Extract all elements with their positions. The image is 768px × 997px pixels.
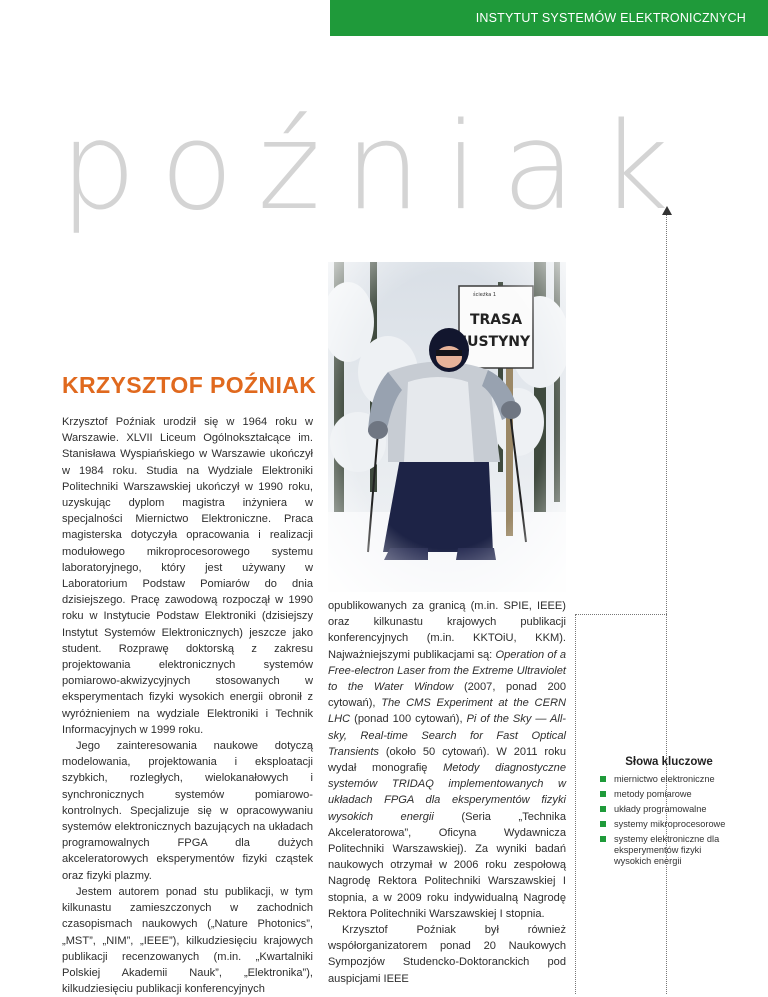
keyword-item bbox=[600, 774, 738, 785]
dotted-guide-horizontal bbox=[575, 614, 667, 615]
keyword-item bbox=[600, 834, 738, 867]
publication-title: The CMS Experiment at the CERN LHC bbox=[328, 697, 566, 726]
square-bullet-icon bbox=[600, 821, 606, 827]
keyword-label: metody pomiarowe bbox=[614, 789, 692, 799]
portrait-photo bbox=[328, 262, 566, 592]
author-name-heading: KRZYSZTOF POŹNIAK bbox=[62, 372, 317, 398]
text-run: (ponad 100 cytowań), bbox=[350, 713, 467, 726]
publication-title: Pi of the Sky — All-sky, Real-time Search for Fast Optical Transients bbox=[328, 713, 567, 758]
text-run: (około 50 cytowań). W 2011 roku wydał monografię bbox=[328, 745, 566, 775]
bio-paragraph-1: Krzysztof Poźniak urodził się w 1964 roku w Warszawie. XLVII Liceum Ogólnokształcące im. Stanisława Wyspiańskiego w Warszawie ukończył w 1984 roku. Studia na Wydziale Elektroniki Politechniki Warszawskiej ukończył w 1990 roku, uzyskując dyplom magistra inżyniera w specjalności Miernictwo Elektroniczne. Praca magisterska dotyczyła opracowania i realizacji modułowego mikroprocesorowego systemu laboratoryjnego, który jest używany w Laboratorium Podstaw Pomiarów do dnia dzisiejszego. Pracę zawodową rozpoczął w 1990 roku w Instytucie Podstaw Elektroniki (dzisiejszy Instytut Systemów Elektronicznych) jeszcze jako student. Rozprawę doktorską z zakresu projektowania elektronicznych systemów pomiarowo-akwizycyjnych stosowanych w eksperymentach fizyki wysokich energii obronił z wyróżnieniem na wydziale Elektroniki i Technik Informacyjnych w 1999 roku. bbox=[62, 416, 313, 736]
surname-banner: poźniak bbox=[60, 98, 693, 237]
section-label: INSTYTUT SYSTEMÓW ELEKTRONICZNYCH bbox=[475, 11, 746, 25]
bio-column-1 bbox=[62, 414, 313, 997]
monograph-title: Metody diagnostyczne systemów TRIDAQ implementowanych w układach FPGA dla eksperymentów fizyki wysokich energii bbox=[328, 762, 567, 823]
keywords-list bbox=[600, 774, 738, 867]
bio-column-2 bbox=[328, 598, 566, 987]
bio-paragraph-5: Krzysztof Poźniak był również współorganizatorem ponad 20 Naukowych Sympozjów Studencko-Doktoranckich pod auspicjami IEEE bbox=[328, 924, 566, 985]
square-bullet-icon bbox=[600, 806, 606, 812]
dotted-guide-vertical bbox=[666, 214, 667, 994]
keyword-item bbox=[600, 819, 738, 830]
keyword-label: systemy mikroprocesorowe bbox=[614, 819, 726, 829]
keyword-label: miernictwo elektroniczne bbox=[614, 774, 715, 784]
dotted-guide-column-rule bbox=[575, 614, 576, 994]
text-run: opublikowanych za granicą (m.in. SPIE, IEEE) oraz kilkunastu krajowych publikacji konferencyjnych (m.in. KKTOiU, KKM). Najważniejszymi publikacjami są: bbox=[328, 600, 566, 661]
keywords-title: Słowa kluczowe bbox=[625, 756, 713, 768]
section-header-bar bbox=[330, 0, 768, 36]
keyword-label: układy programowalne bbox=[614, 804, 707, 814]
keyword-item bbox=[600, 804, 738, 815]
arrow-up-icon bbox=[662, 206, 672, 215]
square-bullet-icon bbox=[600, 776, 606, 782]
keyword-item bbox=[600, 789, 738, 800]
bio-paragraph-2: Jego zainteresowania naukowe dotyczą modelowania, projektowania i eksploatacji szybkich, rozległych, wielokanałowych i synchronicznych systemów pomiarowo-kontrolnych. Specjalizuje się w opracowywaniu systemów elektronicznych bazujących na układach programowalnych FPGA dla dużych akceleratorowych eksperymentów fizyki cząstek oraz fizyki plazmy. bbox=[62, 740, 313, 882]
square-bullet-icon bbox=[600, 791, 606, 797]
bio-paragraph-4 bbox=[328, 598, 566, 922]
text-run: (Seria „Technika Akceleratorowa”, Oficyna Wydawnicza Politechniki Warszawskiej). Za wyniki badań naukowych otrzymał w 2006 roku zespołową Nagrodę Rektora Politechniki Warszawskiej I stopnia, a w 2009 roku indywidualną Nagrodę Rektora Politechniki Warszawskiej I stopnia. bbox=[328, 810, 566, 920]
keywords-box bbox=[600, 756, 738, 871]
square-bullet-icon bbox=[600, 836, 606, 842]
text-run: (2007, ponad 200 cytowań), bbox=[328, 681, 567, 710]
keyword-label: systemy elektroniczne dla eksperymentów fizyki wysokich energii bbox=[614, 834, 720, 866]
publication-title: Operation of a Free-electron Laser from the Extreme Ultraviolet to the Water Window bbox=[328, 648, 567, 694]
bio-paragraph-3: Jestem autorem ponad stu publikacji, w tym kilkunastu zamieszczonych w zachodnich czasopismach naukowych („Nature Photonics”, „MST”, „NIM”, „IEEE”), kilkudziesięciu krajowych publikacji recenzowanych (m.in. „Kwartalniki Polskiej Akademii Nauk”, „Elektronika”), kilkudziesięciu publikacji konferencyjnych bbox=[62, 885, 313, 996]
skier-photo-illustration bbox=[328, 262, 566, 592]
